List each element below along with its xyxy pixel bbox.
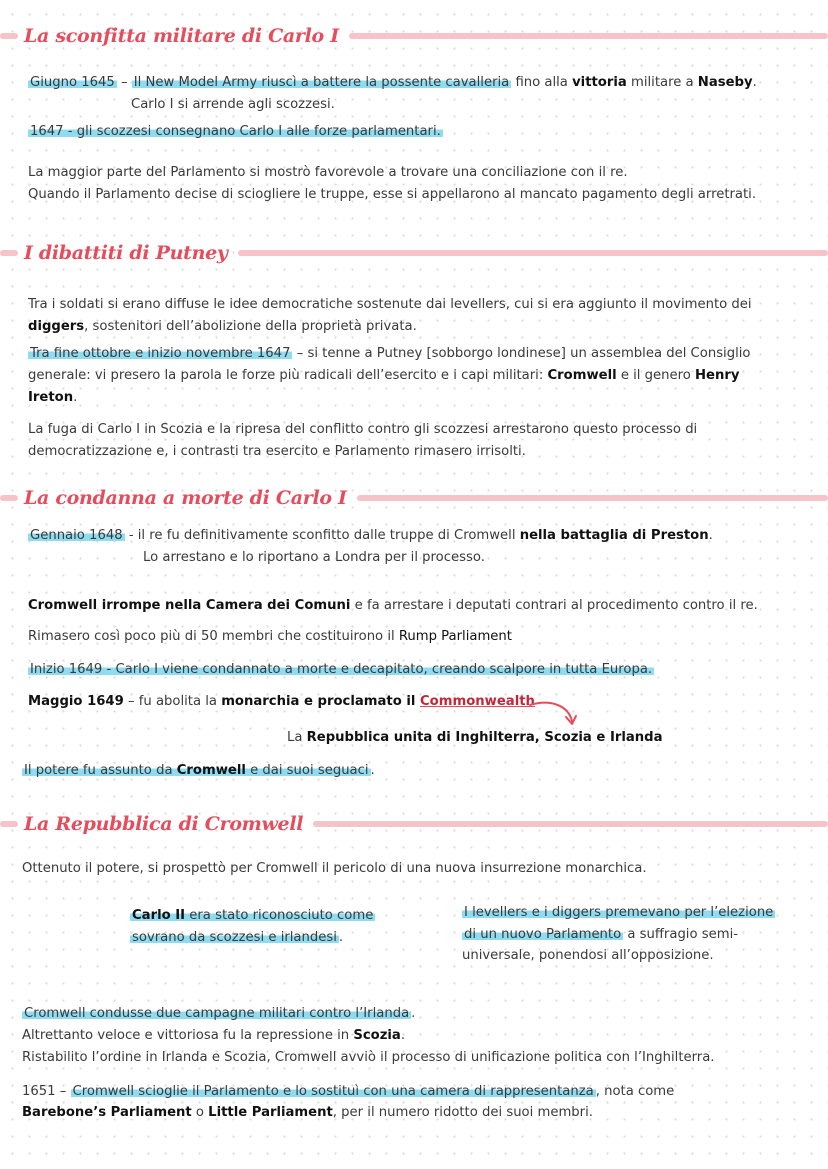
text-line (28, 345, 751, 363)
heading-title: La sconfitta militare di Carlo I (24, 25, 339, 47)
heading-rule-right (238, 250, 828, 256)
text-line: universale, ponendosi all’opposizione. (462, 948, 714, 963)
text-line (28, 597, 758, 615)
text-line: Lo arrestano e lo riportano a Londra per il processo. (143, 550, 485, 565)
bold-text: Ireton (28, 390, 74, 405)
text: . (370, 763, 375, 778)
text-line (462, 904, 775, 922)
heading-rule-left (0, 250, 18, 256)
text-line (22, 1083, 674, 1101)
text-line (28, 123, 443, 141)
bold-text: monarchia e proclamato il (221, 694, 420, 709)
text-line (130, 929, 343, 947)
bold-text: vittoria (572, 75, 627, 90)
commonwealth-term: Commonwealth (420, 694, 535, 709)
separator: – (55, 1084, 71, 1099)
heading-rule-left (0, 495, 18, 501)
text-line: La fuga di Carlo I in Scozia e la ripresa del conflitto contro gli scozzesi arrestarono questo processo di (28, 422, 698, 437)
text-line: Quando il Parlamento decise di sciogliere le truppe, esse si appellarono al mancato pagamento degli arretrati. (28, 187, 757, 202)
bold-text: Cromwell (176, 763, 246, 778)
text-line: Carlo I si arrende agli scozzesi. (131, 97, 335, 112)
text-line (22, 1027, 405, 1045)
highlight-text: di un nuovo Parlamento (464, 927, 622, 942)
text: - il re fu definitivamente sconfitto dalle truppe di Cromwell (124, 528, 520, 543)
text: Il potere fu assunto da (24, 763, 177, 778)
bold-text: Cromwell (547, 368, 617, 383)
bold-text: Maggio 1649 (28, 694, 124, 709)
bold-text: Carlo II (132, 908, 186, 923)
text-line (287, 729, 663, 747)
text-line (28, 661, 654, 679)
highlight-date: Giugno 1645 (30, 75, 115, 90)
highlight-text (22, 763, 371, 778)
highlight-text: Inizio 1649 - Carlo I viene condannato a morte e decapitato, creando scalpore in tutta Europa. (30, 662, 653, 677)
heading-putney (0, 238, 828, 268)
highlight-text (130, 908, 375, 923)
text: generale: vi presero la parola le forze più radicali dell’esercito e i capi militari: (28, 368, 548, 383)
text-line (28, 527, 713, 545)
text: , per il numero ridotto dei suoi membri. (332, 1105, 593, 1120)
text: Rump Parliament (398, 629, 512, 644)
text-line (130, 907, 375, 925)
bold-text: Scozia (353, 1028, 401, 1043)
heading-title: La Repubblica di Cromwell (24, 813, 304, 835)
text-line (28, 74, 757, 92)
text-line: Ottenuto il potere, si prospettò per Cromwell il pericolo di una nuova insurrezione monarchica. (22, 861, 647, 876)
text: . (708, 528, 713, 543)
text: , sostenitori dell’abolizione della proprietà privata. (84, 319, 417, 334)
text-line (22, 1005, 415, 1023)
bold-text: Henry (695, 368, 740, 383)
highlight-date: Gennaio 1648 (30, 528, 123, 543)
text-line (28, 367, 739, 385)
heading-title: I dibattiti di Putney (24, 242, 228, 264)
text: o (191, 1105, 209, 1120)
bold-text: Naseby (697, 75, 753, 90)
text: La (287, 730, 307, 745)
text-line: La maggior parte del Parlamento si mostrò favorevole a trovare una conciliazione con il re. (28, 165, 628, 180)
heading-rule-left (0, 33, 18, 39)
highlight-date: Tra fine ottobre e inizio novembre 1647 (30, 346, 291, 361)
text-line (22, 762, 375, 780)
bold-text: Barebone’s Parliament (22, 1105, 192, 1120)
text: e fa arrestare i deputati contrari al procedimento contro il re. (350, 598, 758, 613)
heading-title: La condanna a morte di Carlo I (24, 487, 347, 509)
separator: – (116, 75, 132, 90)
text-line: Tra i soldati si erano diffuse le idee democratiche sostenute dai levellers, cui si era aggiunto il movimento dei (28, 297, 752, 312)
text: e il genero (616, 368, 695, 383)
text-line (22, 1104, 593, 1122)
text-line (462, 926, 738, 944)
text-line (28, 628, 512, 646)
bold-text: diggers (28, 319, 85, 334)
heading-rule-right (349, 33, 828, 39)
text: Altrettanto veloce e vittoriosa fu la repressione in (22, 1028, 354, 1043)
bold-text: Camera dei Comuni (205, 598, 351, 613)
highlight-text: I levellers e i diggers premevano per l’elezione (464, 905, 774, 920)
heading-rule-right (357, 495, 828, 501)
text-line (28, 693, 535, 711)
curved-arrow-icon (528, 697, 580, 731)
text: . (752, 75, 757, 90)
highlight-text: Cromwell condusse due campagne militari contro l’Irlanda (24, 1006, 410, 1021)
text: e dai suoi seguaci (245, 763, 369, 778)
text-line (28, 389, 77, 407)
heading-rule-left (0, 821, 18, 827)
text: – si tenne a Putney [sobborgo londinese] un assemblea del Consiglio (292, 346, 751, 361)
text: 1651 (22, 1084, 56, 1099)
text: a suffragio semi- (623, 927, 738, 942)
text: era stato riconosciuto come (185, 908, 374, 923)
text: Rimasero così poco più di 50 membri che costituirono il (28, 629, 399, 644)
heading-rule-right (313, 821, 828, 827)
text: . (338, 930, 344, 945)
heading-condanna (0, 483, 828, 513)
highlight-text: Cromwell scioglie il Parlamento e lo sostituì con una camera di rappresentanza (72, 1084, 594, 1099)
highlight-text: 1647 - gli scozzesi consegnano Carlo I alle forze parlamentari. (30, 124, 441, 139)
text: . (411, 1006, 416, 1021)
bold-text: Little Parliament (208, 1105, 333, 1120)
text: fino alla (511, 75, 573, 90)
heading-sconfitta (0, 21, 828, 51)
text: . (400, 1028, 406, 1043)
text: – fu abolita la (123, 694, 222, 709)
text-line (28, 318, 417, 336)
bold-text: Repubblica unita di Inghilterra, Scozia e Irlanda (306, 730, 663, 745)
text: , nota come (595, 1084, 675, 1099)
text: . (73, 390, 78, 405)
highlight-text: sovrano da scozzesi e irlandesi (132, 930, 337, 945)
text: militare a (626, 75, 698, 90)
heading-repubblica (0, 809, 828, 839)
text-line: Ristabilito l’ordine in Irlanda e Scozia, Cromwell avviò il processo di unificazione politica con l’Inghilterra. (22, 1050, 715, 1065)
bold-text: nella battaglia di Preston (519, 528, 709, 543)
bold-text: Cromwell irrompe nella (28, 598, 206, 613)
highlight-text: Il New Model Army riuscì a battere la possente cavalleria (133, 75, 510, 90)
text-line: democratizzazione e, i contrasti tra esercito e Parlamento rimasero irrisolti. (28, 444, 526, 459)
